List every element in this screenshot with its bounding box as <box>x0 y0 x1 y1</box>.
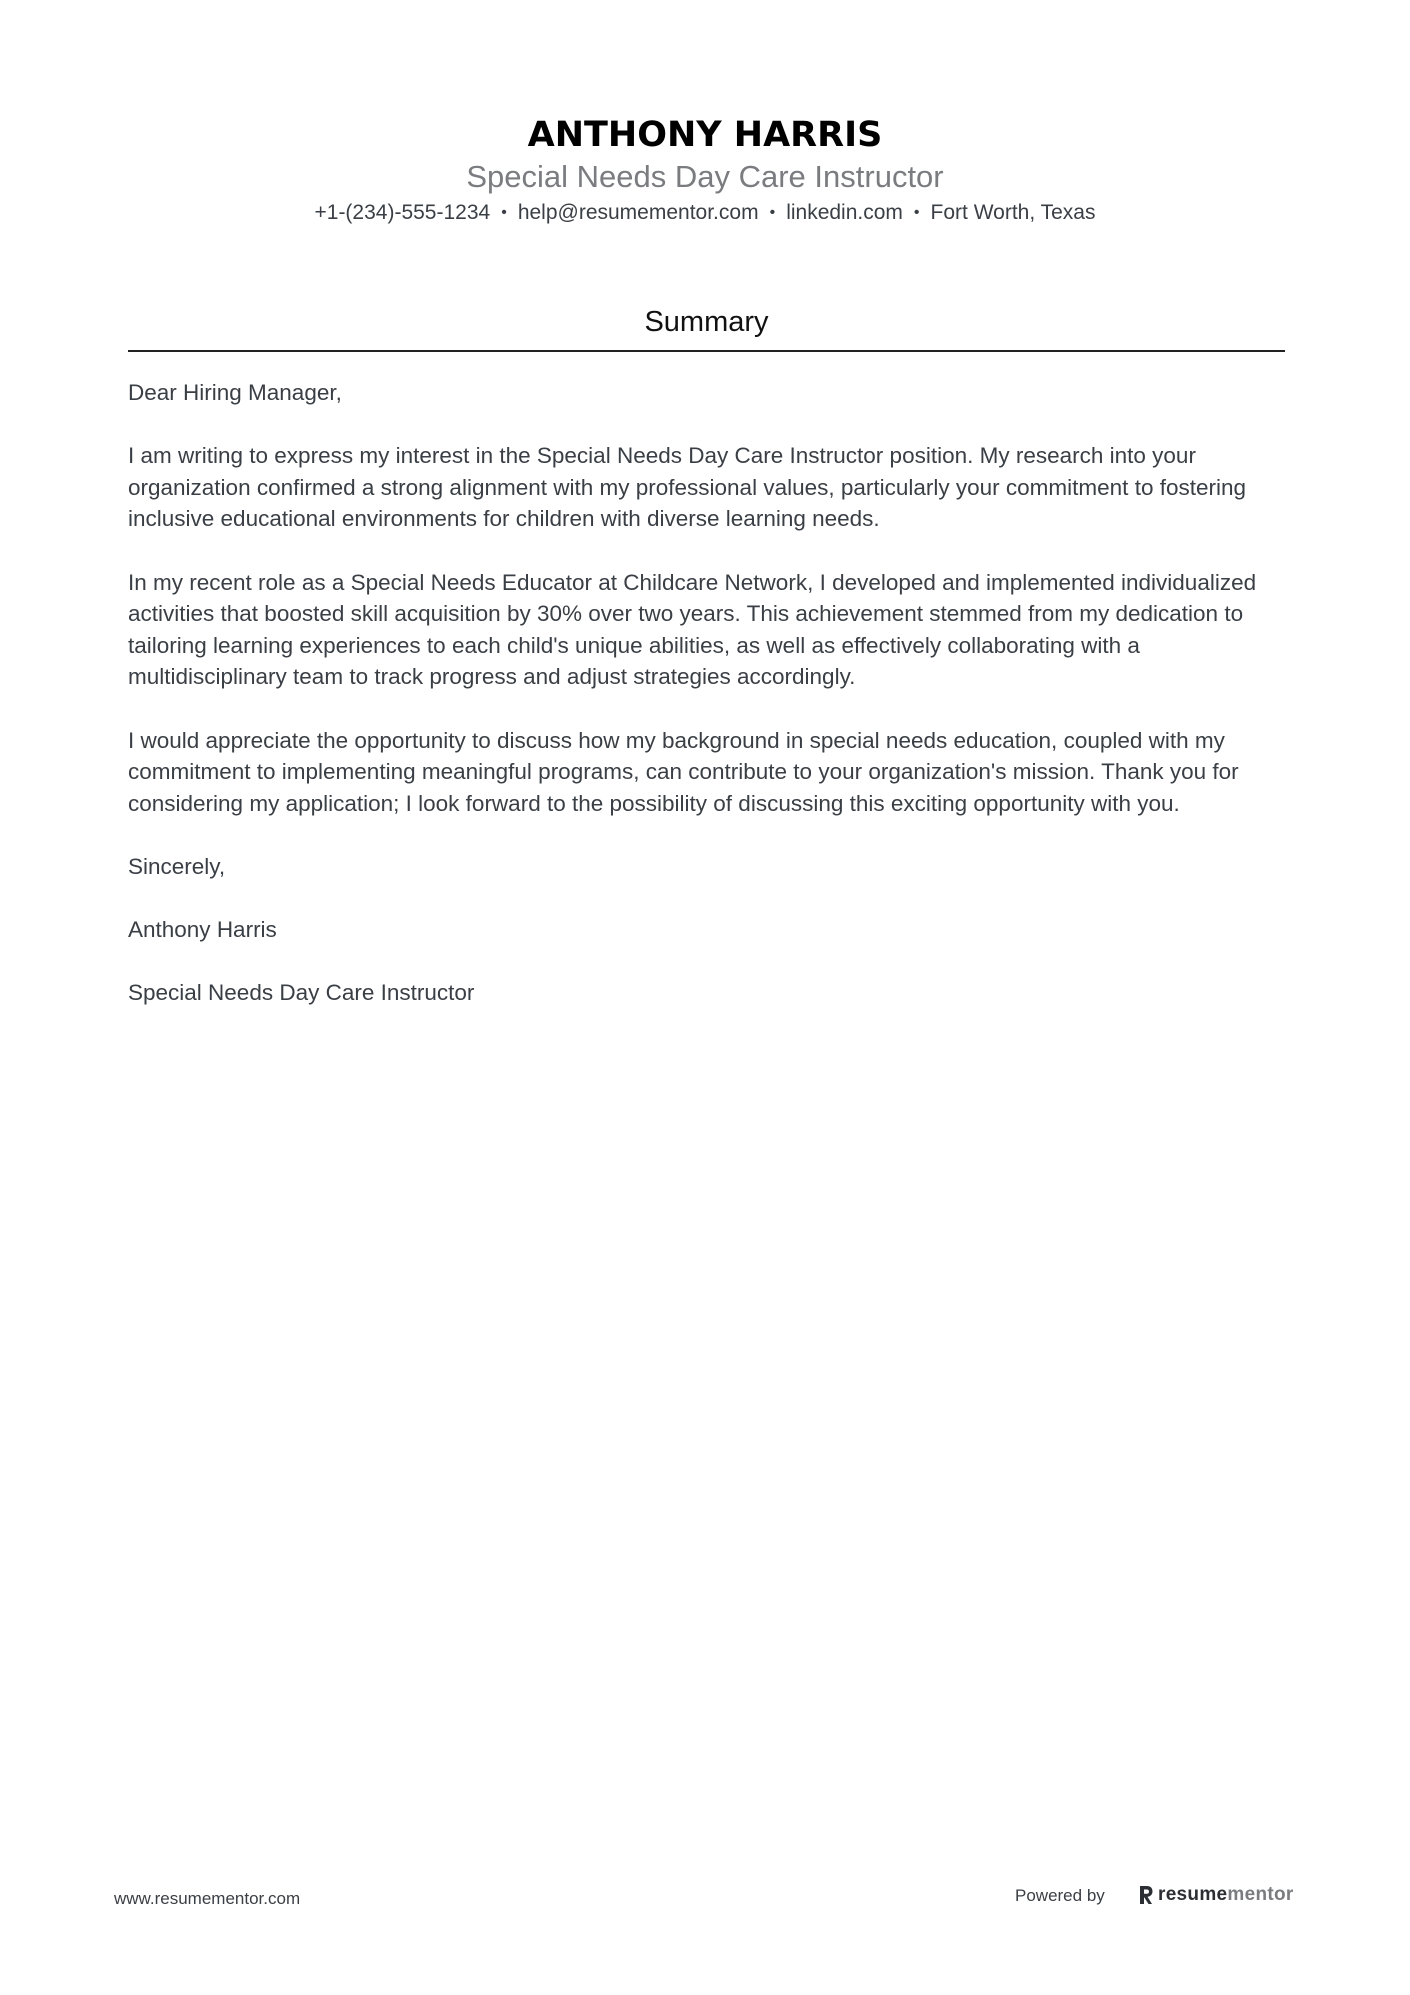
footer-url[interactable]: www.resumementor.com <box>114 1889 301 1908</box>
footer-powered-by: Powered by <box>1015 1886 1105 1905</box>
contact-website[interactable]: linkedin.com <box>786 201 903 224</box>
signature-name: Anthony Harris <box>128 917 277 943</box>
contact-location: Fort Worth, Texas <box>930 201 1096 224</box>
letter-paragraph: I am writing to express my interest in the Special Needs Day Care Instructor position. My research into your organization confirmed a strong alignment with my professional values, particularly your commitment to fostering inclusive educational environments for children with diverse learning needs. <box>128 443 1247 532</box>
letter-paragraph: In my recent role as a Special Needs Educator at Childcare Network, I developed and implemented individualized activities that boosted skill acquisition by 30% over two years. This achievement stemmed from my dedication to tailoring learning experiences to each child's unique abilities, as well as effectively collaborating with a multidisciplinary team to track progress and adjust strategies accordingly. <box>128 569 1257 690</box>
logo-word-resume: resume <box>1158 1884 1228 1905</box>
bullet-separator: • <box>501 204 507 221</box>
signature-title: Special Needs Day Care Instructor <box>128 980 475 1006</box>
candidate-name: ANTHONY HARRIS <box>527 115 883 155</box>
bullet-separator: • <box>913 204 920 221</box>
bullet-separator: • <box>769 204 776 221</box>
logo-wordmark <box>1158 1884 1294 1906</box>
resumementor-logo[interactable] <box>1138 1882 1294 1908</box>
candidate-title: Special Needs Day Care Instructor <box>466 159 944 194</box>
section-divider <box>128 350 1285 352</box>
letter-body <box>128 377 1288 1040</box>
letter-salutation: Dear Hiring Manager, <box>128 380 342 405</box>
contact-phone: +1-(234)-555-1234 <box>314 201 491 224</box>
contact-line <box>0 198 1410 228</box>
section-heading-summary: Summary <box>644 306 769 338</box>
contact-email[interactable]: help@resumementor.com <box>517 201 759 224</box>
letter-paragraph: I would appreciate the opportunity to discuss how my background in special needs education, coupled with my commitment to implementing meaningful programs, can contribute to your organization's mission. Thank you for considering my application; I look forward to the possibility of discussing this exciting opportunity with you. <box>128 727 1239 816</box>
letter-header <box>0 112 1410 228</box>
resumementor-logo-icon <box>1138 1884 1154 1906</box>
logo-word-mentor: mentor <box>1227 1884 1294 1905</box>
letter-closing: Sincerely, <box>128 853 226 879</box>
